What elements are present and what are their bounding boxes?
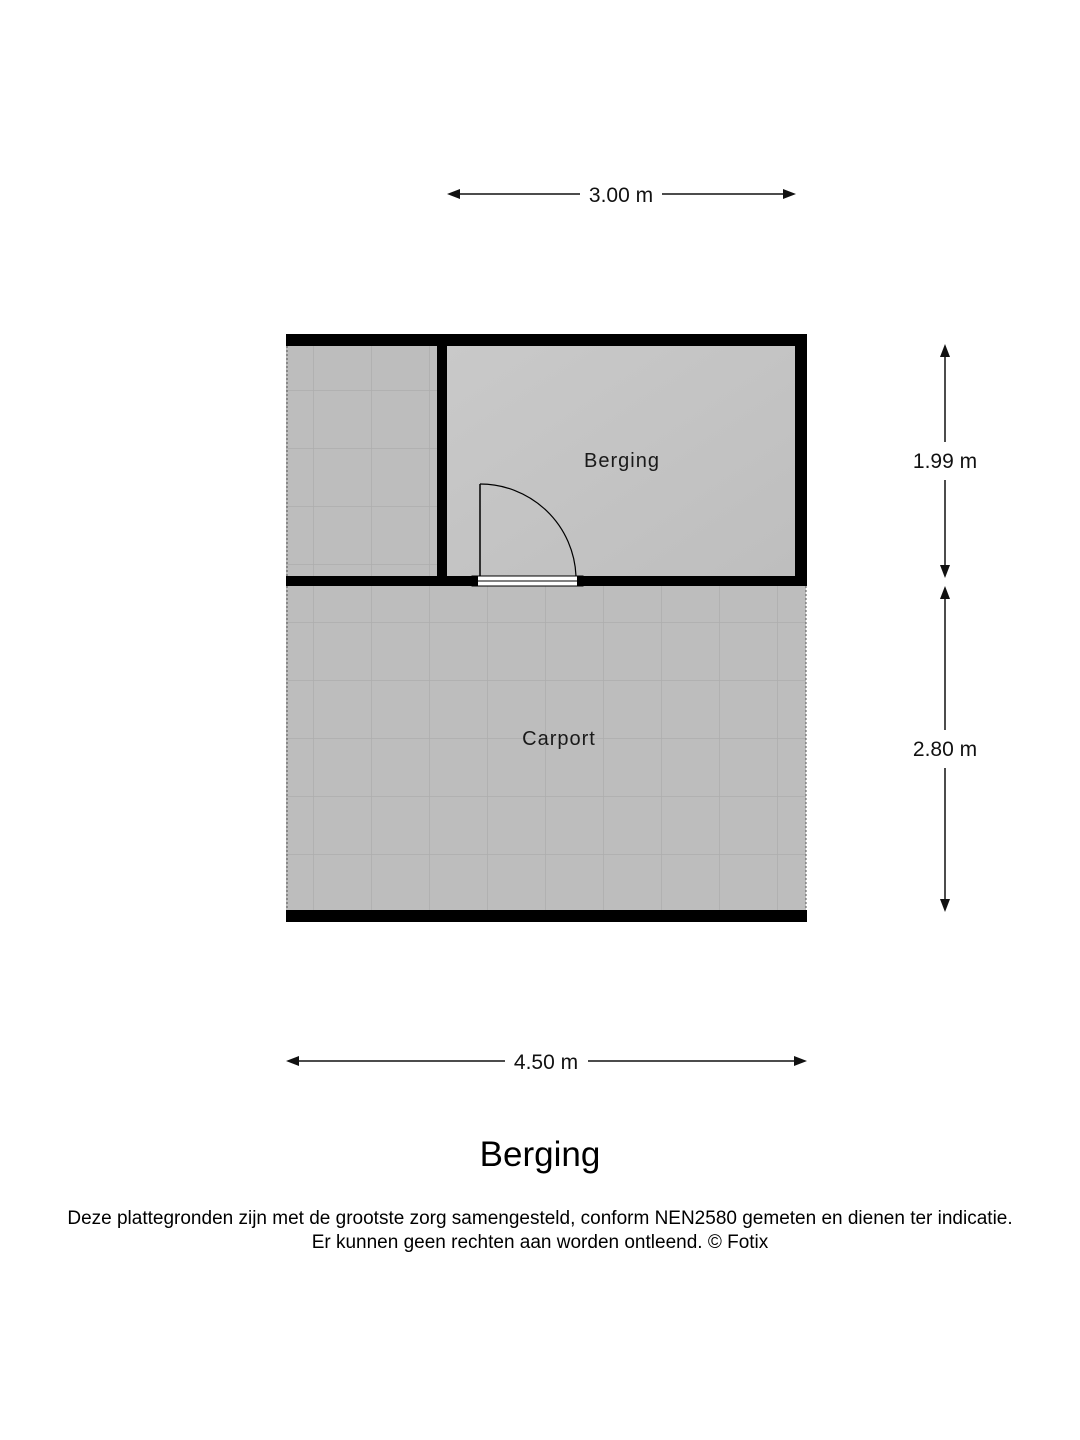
dimension-right-lower-label: 2.80 m — [912, 738, 978, 761]
disclaimer-line-1: Deze plattegronden zijn met de grootste zorg samengesteld, conform NEN2580 gemeten en dienen ter indicatie. — [67, 1208, 1013, 1229]
dimension-bottom-label: 4.50 m — [513, 1051, 579, 1074]
disclaimer-line-2: Er kunnen geen rechten aan worden ontleend. © Fotix — [311, 1232, 769, 1253]
room-label-berging: Berging — [584, 450, 660, 472]
room-label-carport: Carport — [522, 728, 596, 750]
side-passage-floor — [286, 346, 437, 576]
floor-title: Berging — [479, 1135, 601, 1174]
disclaimer — [0, 1207, 1080, 1255]
dimension-right-upper-label: 1.99 m — [912, 450, 978, 473]
dimension-top-label: 3.00 m — [588, 184, 654, 207]
